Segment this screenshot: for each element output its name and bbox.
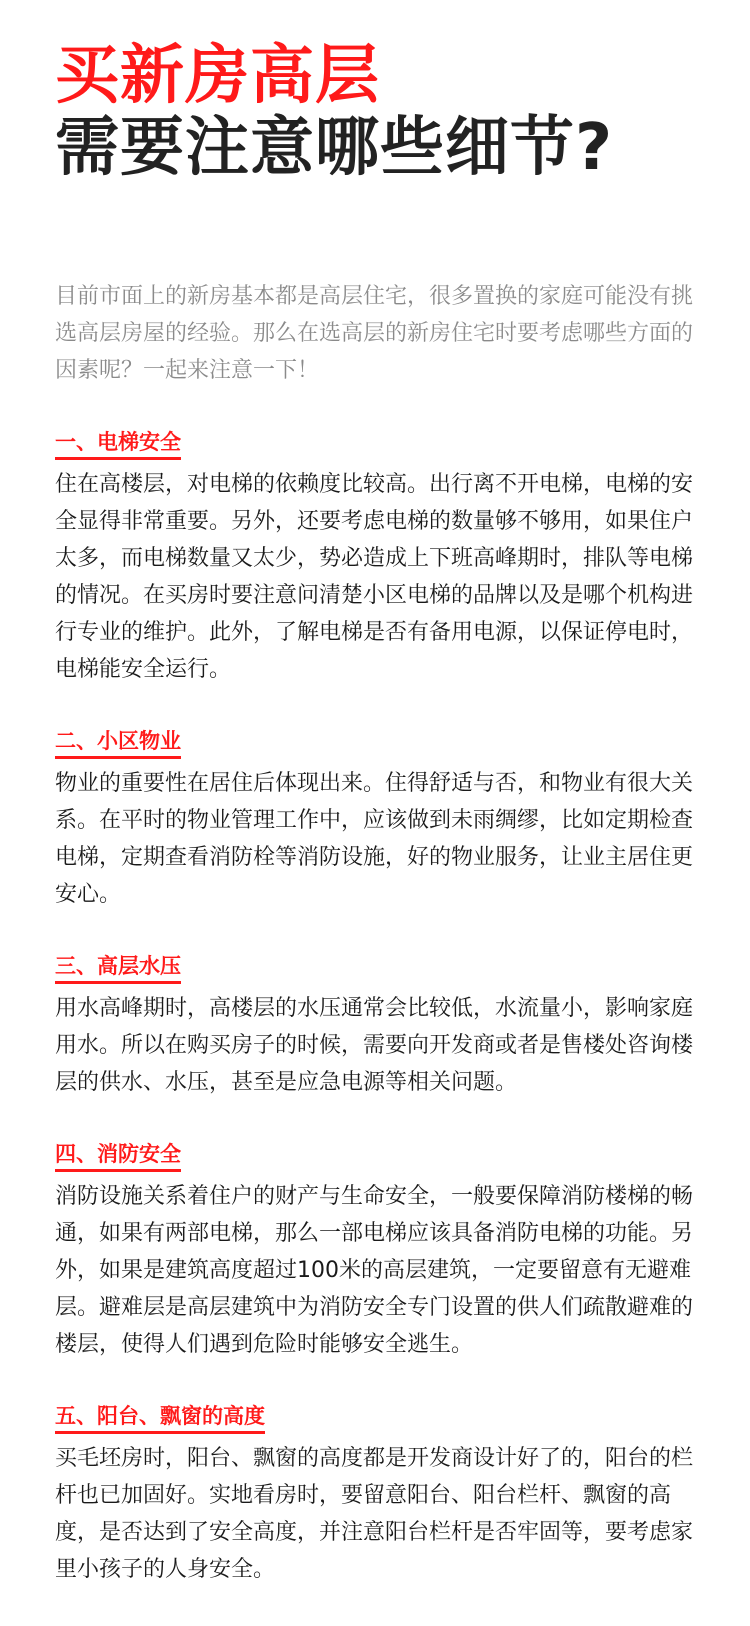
section-property-management [55, 727, 710, 913]
section-heading: 一、电梯安全 [55, 428, 181, 460]
section-fire-safety [55, 1140, 710, 1363]
section-water-pressure [55, 952, 710, 1101]
section-body: 住在高楼层，对电梯的依赖度比较高。出行离不开电梯，电梯的安全显得非常重要。另外，还要考虑电梯的数量够不够用，如果住户太多，而电梯数量又太少，势必造成上下班高峰期时，排队等电梯的情况。在买房时要注意问清楚小区电梯的品牌以及是哪个机构进行专业的维护。此外，了解电梯是否有备用电源，以保证停电时，电梯能安全运行。 [55, 472, 694, 682]
title-line-2: 需要注意哪些细节? [55, 111, 614, 185]
title-line-1: 买新房高层 [55, 39, 380, 113]
page-title [55, 40, 710, 184]
section-body: 物业的重要性在居住后体现出来。住得舒适与否，和物业有很大关系。在平时的物业管理工作中，应该做到未雨绸缪，比如定期检查电梯，定期查看消防栓等消防设施，好的物业服务，让业主居住更安心。 [55, 771, 694, 907]
section-body: 买毛坯房时，阳台、飘窗的高度都是开发商设计好了的，阳台的栏杆也已加固好。实地看房时，要留意阳台、阳台栏杆、飘窗的高度，是否达到了安全高度，并注意阳台栏杆是否牢固等，要考虑家里小孩子的人身安全。 [55, 1446, 694, 1582]
section-body: 消防设施关系着住户的财产与生命安全，一般要保障消防楼梯的畅通，如果有两部电梯，那么一部电梯应该具备消防电梯的功能。另外，如果是建筑高度超过100米的高层建筑，一定要留意有无避难层。避难层是高层建筑中为消防安全专门设置的供人们疏散避难的楼层，使得人们遇到危险时能够安全逃生。 [55, 1184, 694, 1357]
section-heading: 二、小区物业 [55, 727, 181, 759]
section-body: 用水高峰期时，高楼层的水压通常会比较低，水流量小，影响家庭用水。所以在购买房子的时候，需要向开发商或者是售楼处咨询楼层的供水、水压，甚至是应急电源等相关问题。 [55, 996, 694, 1095]
intro-paragraph: 目前市面上的新房基本都是高层住宅，很多置换的家庭可能没有挑选高层房屋的经验。那么在选高层的新房住宅时要考虑哪些方面的因素呢？一起来注意一下！ [55, 284, 694, 383]
section-heading: 五、阳台、飘窗的高度 [55, 1402, 265, 1434]
section-balcony-window-height [55, 1402, 710, 1588]
section-elevator-safety [55, 428, 710, 688]
section-heading: 四、消防安全 [55, 1140, 181, 1172]
section-heading: 三、高层水压 [55, 952, 181, 984]
